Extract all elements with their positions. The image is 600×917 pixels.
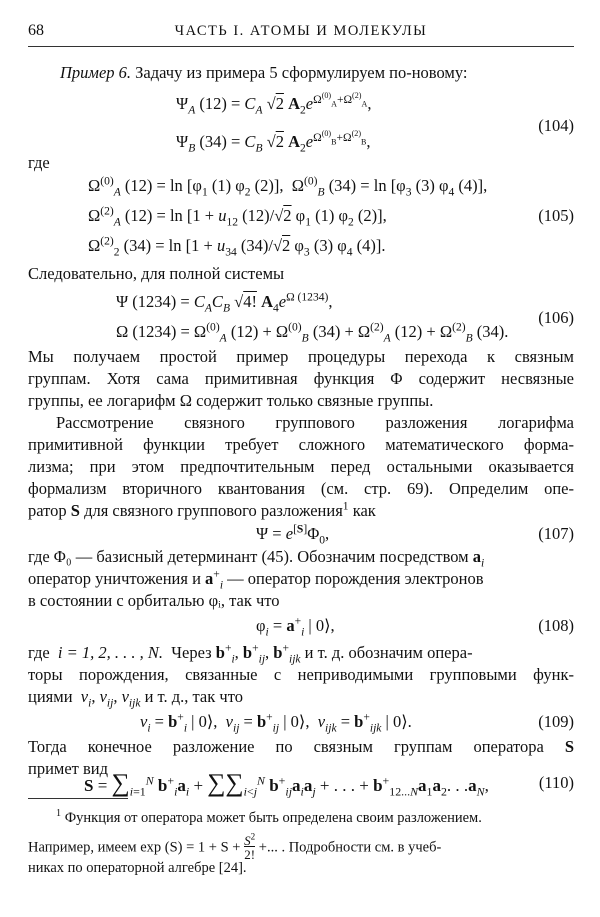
equation-104-line-2: $\Psi_B$ $(34) = C_B$ √2 $A_2e^{\Omega^{(0)}_B+\Omega^{(2)}_B}$, — [176, 128, 371, 155]
page-number: 68 — [28, 22, 44, 39]
paragraph-line: циями $v_i$, $v_{ij}$, $v_{ijk}$ и т. д., так что — [28, 687, 243, 710]
equation-number-106: (106) — [538, 308, 574, 327]
paragraph-line: где Φ₀ — базисный детерминант (45). Обозначим посредством $a_i$ — [28, 547, 485, 570]
equation-105-line-1: $\Omega^{(0)}_A$ $(12) = \ln [\varphi_1$ (1) $\varphi_2$ (2)], $\Omega^{(0)}_B$ $(34) = \ln [\varphi_3$ (3) $\varphi_4$ (4)], — [88, 175, 488, 199]
paragraph-line: группы, ее логарифм Ω содержит только связные группы. — [28, 391, 434, 410]
paragraph-line: ратор S для связного группового разложения$^1$ как — [28, 500, 376, 520]
paragraph-line: в состоянии с орбиталью φᵢ, так что — [28, 591, 280, 610]
footnote-line: никах по операторной алгебре [24]. — [28, 860, 247, 876]
paragraph-line: Мы получаем простой пример процедуры перехода к связным — [28, 347, 574, 366]
paragraph-line: Тогда конечное разложение по связным группам оператора S — [28, 737, 575, 756]
where-label: где — [28, 153, 50, 172]
equation-104-line-1: $\Psi_A$ $(12) = C_A$ √2 $A_2e^{\Omega^{(0)}_A+\Omega^{(2)}_A}$, — [176, 90, 372, 117]
equation-106-line-2: Ω $(1234) = \Omega^{(0)}_A$ $(12) + \Omega^{(0)}_B$ $(34) + \Omega^{(2)}_A$ $(12) + \Omega^{(2)}_B$ (34). — [116, 321, 509, 345]
paragraph-line: лизма; при этом предпочтительным перед остальными оказывается — [28, 457, 574, 476]
footnote-line: Например, имеем $\exp (S) = 1 + S + S^2$ 2! +... . Подробности см. в учеб- — [28, 831, 442, 862]
equation-number-109: (109) — [538, 712, 574, 731]
paragraph-line: торы порождения, связанные с неприводимыми групповыми функ- — [28, 665, 574, 684]
paragraph-line: Рассмотрение связного группового разложения логарифма — [56, 413, 574, 432]
paragraph-line: оператор уничтожения и $a^+_i$ — оператор порождения электронов — [28, 568, 484, 592]
equation-108: $\varphi_i = a^+_i$ | 0⟩, — [256, 615, 335, 639]
equation-number-108: (108) — [538, 616, 574, 635]
equation-number-107: (107) — [538, 524, 574, 543]
equation-105-line-3: $\Omega^{(2)}_2$ $(34) = \ln [1 + u_{34}$ (34)/√2 $\varphi_3$ (3) $\varphi_4$ (4)]. — [88, 235, 386, 259]
equation-number-110: (110) — [538, 773, 574, 792]
example-text: Задачу из примера 5 сформулируем по-новому: — [131, 63, 468, 82]
equation-number-104: (104) — [538, 116, 574, 135]
therefore-line: Следовательно, для полной системы — [28, 264, 285, 283]
example-label: Пример 6. — [60, 63, 132, 82]
page-header — [28, 22, 574, 47]
paragraph-line: формализм вторичного квантования (см. стр. 69). Определим опе- — [28, 479, 574, 498]
paragraph-line: примет вид — [28, 759, 109, 778]
equation-number-105: (105) — [538, 206, 574, 225]
paragraph-line: где i = 1, 2, . . . , N. Через $b^+_i$, $b^+_{ij}$, $b^+_{ijk}$ и т. д. обозначим опера- — [28, 642, 473, 666]
paragraph-line: примитивной функции требует сложного математического форма- — [28, 435, 574, 454]
equation-109: $v_i = b^+_i$ | 0⟩, $v_{ij} = b^+_{ij}$ | 0⟩, $v_{ijk} = b^+_{ijk}$ | 0⟩. — [140, 711, 412, 735]
running-title: ЧАСТЬ I. АТОМЫ И МОЛЕКУЛЫ — [174, 23, 428, 39]
equation-107: $\Psi = e[S]\Phi_0$, — [256, 523, 330, 547]
equation-110: $S = \sum_{i=1}^N$ $b^+_ia_i + \sum\sum_{i<j}^N$ $b^+_{ij}a_ia_j$ + . . . + $b^+_{12...N}a_1a_2$. . $.a_N$, — [84, 768, 489, 799]
paragraph-line: группам. Хотя сама примитивная функция Φ содержит несвязные — [28, 369, 574, 388]
footnote-divider — [28, 798, 128, 799]
footnote-marker: 1 — [342, 500, 349, 513]
example-intro — [60, 62, 574, 84]
equation-106-line-1: Ψ $(1234) = C_AC_B$ √4! $A_4e^{\Omega (1234)}$, — [116, 291, 333, 315]
footnote-line: $^1$ Функция от оператора может быть определена своим разложением. — [56, 808, 482, 826]
equation-105-line-2: $\Omega^{(2)}_A$ $(12) = \ln [1 + u_{12}$ (12)/√2 $\varphi_1$ (1) $\varphi_2$ (2)], — [88, 205, 387, 229]
